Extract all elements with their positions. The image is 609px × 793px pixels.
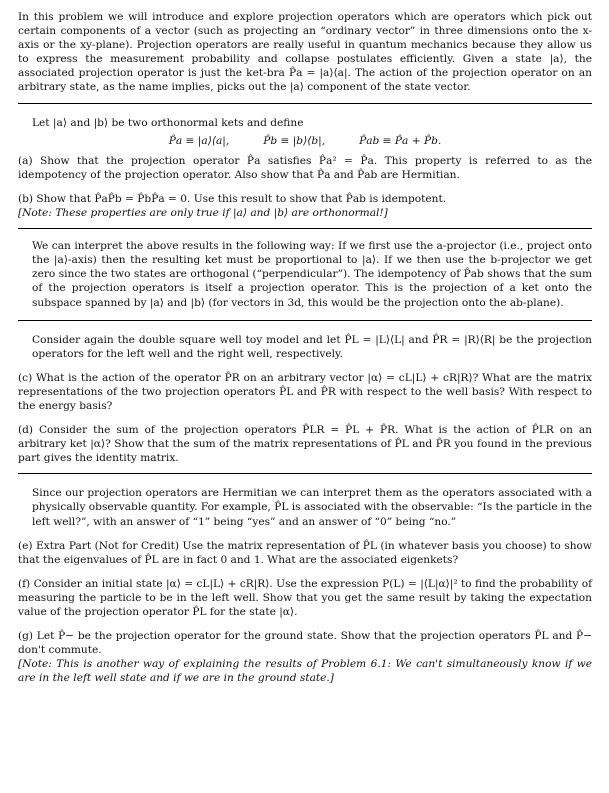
part-e: (e) Extra Part (Not for Credit) Use the matrix representation of P̂L (in whatever basis you choose) to show that the eigenvalues of P̂L are in fact 0 and 1. What are the associated eigenkets? bbox=[18, 539, 592, 566]
def-pa: P̂a ≡ |a⟩⟨a|, bbox=[168, 134, 230, 147]
part-a: (a) Show that the projection operator P̂a satisfies P̂a² = P̂a. This property is referred to as the idempotency of the projection operator. Also show that P̂a and P̂ab are Hermitian. bbox=[18, 154, 592, 181]
section1-lead: Let |a⟩ and |b⟩ be two orthonormal kets and define bbox=[32, 116, 304, 129]
def-pab: P̂ab ≡ P̂a + P̂b. bbox=[359, 134, 442, 147]
section2-paragraph: We can interpret the above results in the following way: If we first use the a-projector (i.e., project onto the |a⟩-axis) then the resulting ket must be proportional to |a⟩. If we then use the b-projector we get zero since the two states are orthogonal (“perpendicular”). The idempotency of P̂ab shows that the sum of the projection operators is itself a projection operator. This is the projection of a ket onto the subspace spanned by |a⟩ and |b⟩ (for vectors in 3d, this would be the projection onto the ab-plane). bbox=[32, 240, 592, 309]
def-pb: P̂b ≡ |b⟩⟨b|, bbox=[263, 134, 326, 147]
note-g: [Note: This is another way of explaining the results of Problem 6.1: We can't simultaneously know if we are in the left well state and if we are in the ground state.] bbox=[18, 658, 592, 685]
part-f: (f) Consider an initial state |α⟩ = cL|L⟩ + cR|R⟩. Use the expression P(L) = |⟨L|α⟩|² to find the probability of measuring the particle to be in the left well. Show that you get the same result by taking the expectation value of the projection operator P̂L for the state |α⟩. bbox=[18, 577, 592, 618]
section3-lead: Consider again the double square well toy model and let P̂L = |L⟩⟨L| and P̂R = |R⟩⟨R| be the projection operators for the left well and the right well, respectively. bbox=[32, 333, 592, 360]
divider bbox=[18, 320, 592, 321]
section4-lead: Since our projection operators are Hermitian we can interpret them as the operators associated with a physically observable quantity. For example, P̂L is associated with the observable: “Is the particle in the left well?”, with an answer of “1” being “yes” and an answer of “0” being “no.” bbox=[32, 487, 592, 528]
part-g: (g) Let P̂− be the projection operator for the ground state. Show that the projection operators P̂L and P̂− don't commute. bbox=[18, 630, 592, 657]
part-b: (b) Show that P̂aP̂b = P̂bP̂a = 0. Use this result to show that P̂ab is idempotent. bbox=[18, 192, 447, 205]
note-b: [Note: These properties are only true if |a⟩ and |b⟩ are orthonormal!] bbox=[18, 207, 388, 220]
document-page bbox=[18, 10, 592, 685]
divider bbox=[18, 473, 592, 474]
part-c: (c) What is the action of the operator P̂R on an arbitrary vector |α⟩ = cL|L⟩ + cR|R⟩? What are the matrix representations of the two projection operators P̂L and P̂R with respect to the well basis? With respect to the energy basis? bbox=[18, 371, 592, 412]
intro-paragraph: In this problem we will introduce and explore projection operators which are operators which pick out certain components of a vector (such as projecting an “ordinary vector” in three dimensions onto the x-axis or the xy-plane). Projection operators are really useful in quantum mechanics because they allow us to express the measurement probability and collapse postulates efficiently. Given a state |a⟩, the associated projection operator is just the ket-bra P̂a = |a⟩⟨a|. The action of the projection operator on an arbitrary state, as the name implies, picks out the |a⟩ component of the state vector. bbox=[18, 11, 592, 94]
divider bbox=[18, 103, 592, 104]
definitions-equation bbox=[18, 134, 592, 148]
part-d: (d) Consider the sum of the projection operators P̂LR = P̂L + P̂R. What is the action of P̂LR on an arbitrary ket |α⟩? Show that the sum of the matrix representations of P̂L and P̂R you found in the previous part gives the identity matrix. bbox=[18, 424, 592, 465]
divider bbox=[18, 228, 592, 229]
